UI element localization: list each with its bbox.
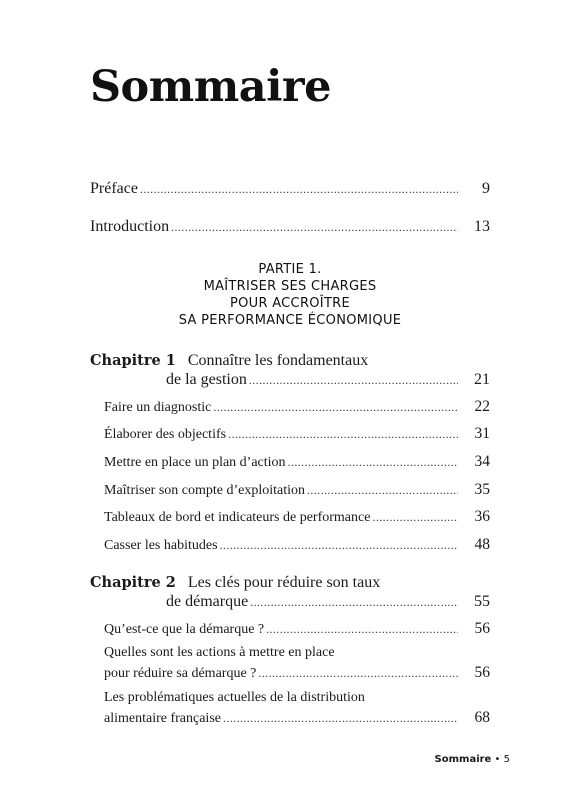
toc-section-label: pour réduire sa démarque ?	[104, 666, 257, 681]
chapter-label: Chapitre 1	[90, 352, 176, 369]
dot-leader	[220, 536, 458, 554]
dot-leader	[372, 508, 458, 526]
toc-section[interactable]	[104, 536, 490, 555]
toc-section-page: 35	[474, 481, 490, 498]
toc-section-label-line1: Quelles sont les actions à mettre en place	[104, 645, 335, 660]
toc-section-page: 68	[474, 709, 490, 726]
toc-section-page: 31	[474, 425, 490, 442]
toc-section-page: 56	[474, 664, 490, 681]
chapter-label: Chapitre 2	[90, 574, 176, 591]
dot-leader	[307, 481, 458, 499]
toc-section-label: Faire un diagnostic	[104, 400, 212, 415]
dot-leader	[288, 453, 458, 471]
dot-leader	[213, 398, 458, 416]
toc-section[interactable]	[104, 453, 490, 472]
footer-separator: •	[494, 754, 501, 765]
toc-section[interactable]	[104, 425, 490, 444]
part-title-line: POUR ACCROÎTRE	[229, 296, 351, 311]
chapter-title-line2: de démarque	[166, 593, 249, 610]
page-footer	[435, 754, 510, 765]
toc-section-page: 36	[474, 508, 490, 525]
toc-section[interactable]	[104, 664, 490, 683]
chapter-2-entry[interactable]	[90, 593, 490, 611]
toc-entry-introduction[interactable]	[90, 218, 490, 236]
toc-entry-page: 21	[474, 371, 490, 388]
toc-section-label: Maîtriser son compte d’exploitation	[104, 483, 306, 498]
footer-label: Sommaire	[434, 754, 492, 765]
toc-section-label: Élaborer des objectifs	[104, 427, 227, 442]
toc-section-label: alimentaire française	[104, 711, 221, 726]
toc-section-page: 22	[474, 398, 490, 415]
dot-leader	[140, 180, 458, 198]
dot-leader	[250, 593, 458, 611]
page-title: Sommaire	[90, 62, 331, 112]
part-title-line: SA PERFORMANCE ÉCONOMIQUE	[178, 313, 402, 328]
part-heading	[90, 261, 490, 329]
toc-section-page: 48	[474, 536, 490, 553]
part-title-line: MAÎTRISER SES CHARGES	[203, 279, 377, 294]
dot-leader	[266, 620, 458, 638]
chapter-1-heading[interactable]	[90, 352, 368, 370]
toc-section[interactable]	[104, 508, 490, 527]
toc-section-label: Mettre en place un plan d’action	[104, 455, 286, 470]
chapter-1-entry[interactable]	[90, 371, 490, 389]
toc-section[interactable]	[104, 398, 490, 417]
toc-section-page: 56	[474, 620, 490, 637]
toc-section-label: Casser les habitudes	[104, 538, 218, 553]
toc-section-label: Qu’est-ce que la démarque ?	[104, 622, 265, 637]
dot-leader	[249, 371, 458, 389]
toc-section[interactable]	[104, 481, 490, 500]
dot-leader	[171, 218, 458, 236]
chapter-2-heading[interactable]	[90, 574, 380, 592]
dot-leader	[223, 709, 458, 727]
toc-entry-page: 13	[474, 218, 490, 235]
chapter-title-line2: de la gestion	[166, 371, 247, 388]
footer-page-number: 5	[503, 754, 510, 765]
toc-entry-preface[interactable]	[90, 180, 490, 198]
part-number: PARTIE 1.	[258, 262, 322, 277]
dot-leader	[228, 425, 458, 443]
dot-leader	[258, 664, 458, 682]
toc-section-label: Tableaux de bord et indicateurs de performance	[104, 510, 371, 525]
toc-entry-page: 55	[474, 593, 490, 610]
toc-entry-label: Préface	[90, 180, 138, 197]
toc-section[interactable]	[104, 620, 490, 639]
toc-entry-label: Introduction	[90, 218, 170, 235]
toc-section[interactable]	[104, 709, 490, 728]
toc-section-label-line1: Les problématiques actuelles de la distribution	[104, 690, 365, 705]
toc-entry-page: 9	[482, 180, 490, 197]
chapter-title-line1: Connaître les fondamentaux	[187, 352, 369, 369]
toc-section-page: 34	[474, 453, 490, 470]
chapter-title-line1: Les clés pour réduire son taux	[187, 574, 381, 591]
